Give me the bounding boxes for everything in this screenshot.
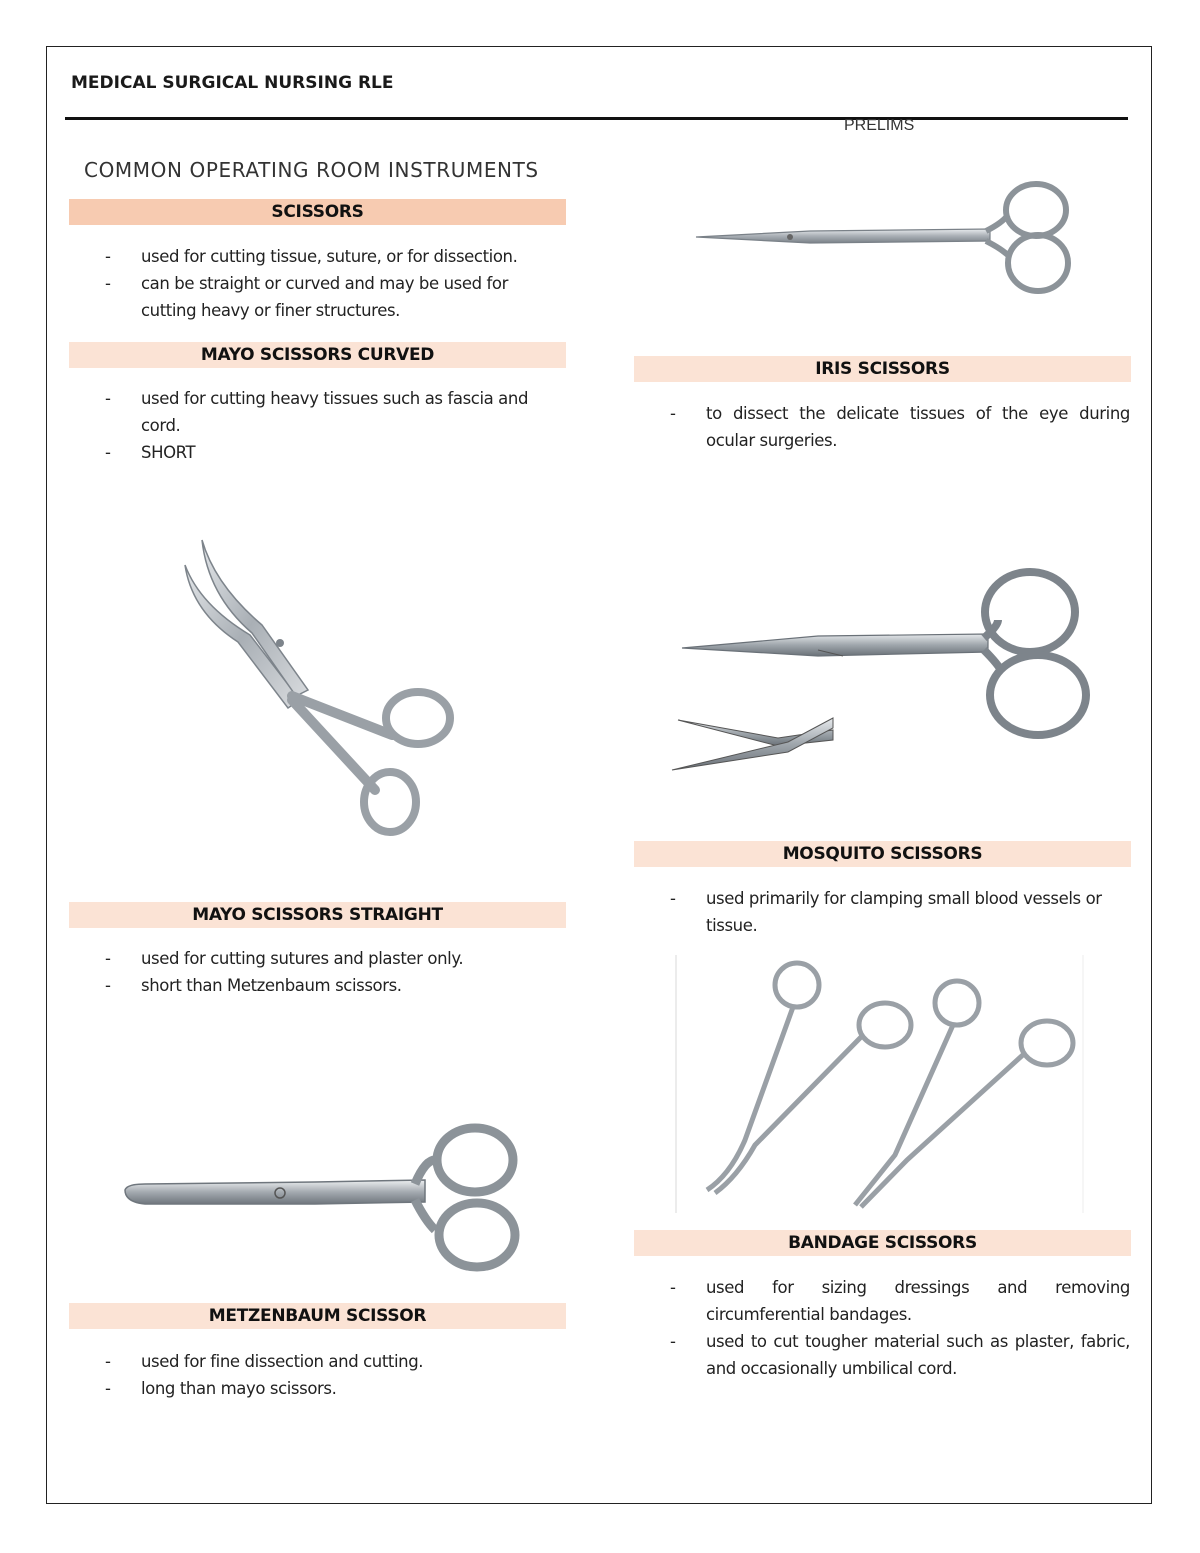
mosquito-bullets (670, 885, 1130, 939)
section-heading-mayo-curved: MAYO SCISSORS CURVED (69, 342, 566, 368)
list-item: - to dissect the delicate tissues of the eye during ocular surgeries. (670, 400, 1130, 454)
list-item: - used for sizing dressings and removing circumferential bandages. (670, 1274, 1130, 1328)
list-item: - SHORT (105, 439, 535, 466)
list-item: - used for fine dissection and cutting. (105, 1348, 565, 1375)
mayo-curved-bullets (105, 385, 535, 466)
list-item: - used for cutting tissue, suture, or for dissection. (105, 243, 565, 270)
section-heading-mayo-straight: MAYO SCISSORS STRAIGHT (69, 902, 566, 928)
section-heading-scissors: SCISSORS (69, 199, 566, 225)
iris-scissors-image (668, 560, 1098, 780)
term-label: PRELIMS (844, 117, 915, 134)
section-heading-bandage: BANDAGE SCISSORS (634, 1230, 1131, 1256)
mayo-straight-scissors-image (115, 1120, 530, 1280)
section-heading-iris: IRIS SCISSORS (634, 356, 1131, 382)
course-title: MEDICAL SURGICAL NURSING RLE (71, 73, 394, 93)
header-rule (65, 117, 1128, 120)
list-item: - long than mayo scissors. (105, 1375, 565, 1402)
mayo-straight-bullets (105, 945, 565, 999)
list-item: - used primarily for clamping small blood vessels or tissue. (670, 885, 1130, 939)
mosquito-scissors-image (675, 955, 1085, 1215)
list-item: - short than Metzenbaum scissors. (105, 972, 565, 999)
metzenbaum-bullets (105, 1348, 565, 1402)
list-item: - can be straight or curved and may be used for cutting heavy or finer structures. (105, 270, 565, 324)
section-heading-mosquito: MOSQUITO SCISSORS (634, 841, 1131, 867)
metzenbaum-scissors-image (690, 175, 1080, 300)
list-item: - used to cut tougher material such as plaster, fabric, and occasionally umbilical cord. (670, 1328, 1130, 1382)
bandage-bullets (670, 1274, 1130, 1382)
list-item: - used for cutting heavy tissues such as fascia and cord. (105, 385, 535, 439)
iris-bullets (670, 400, 1130, 454)
scissors-bullets (105, 243, 565, 324)
page-title: COMMON OPERATING ROOM INSTRUMENTS (84, 158, 539, 182)
mayo-curved-scissors-image (170, 530, 470, 840)
section-heading-metzenbaum: METZENBAUM SCISSOR (69, 1303, 566, 1329)
list-item: - used for cutting sutures and plaster only. (105, 945, 565, 972)
